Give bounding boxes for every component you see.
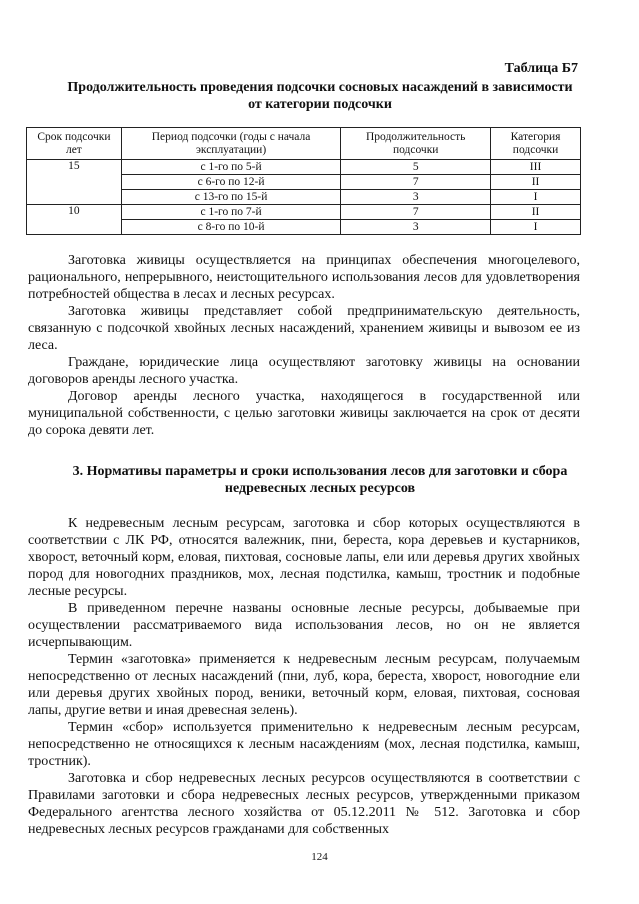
paragraph: Договор аренды лесного участка, находящегося в государственной или муниципальной собственности, с целью заготовки живицы заключается на срок от десяти до сорока девяти лет. [28, 389, 580, 438]
category-cell: I [491, 220, 581, 235]
paragraph: В приведенном перечне названы основные лесные ресурсы, добываемые при осуществлении рассматриваемого вида использования лесов, но он не является исчерпывающим. [28, 601, 580, 650]
header-term: Срок подсочки лет [27, 128, 122, 160]
table-row [27, 205, 581, 220]
period-cell: с 1-го по 5-й [121, 160, 340, 175]
table-header-row [27, 128, 581, 160]
page-number: 124 [311, 851, 328, 863]
period-cell: с 6-го по 12-й [121, 175, 340, 190]
category-cell: II [491, 205, 581, 220]
paragraph: Граждане, юридические лица осуществляют заготовку живицы на основании договоров аренды лесного участка. [28, 355, 580, 387]
paragraph: К недревесным лесным ресурсам, заготовка и сбор которых осуществляются в соответствии с ЛК РФ, относятся валежник, пни, береста, кора деревьев и кустарников, хворост, веточный корм, еловая, пихтовая, сосновые лапы, ели или деревья других хвойных пород для новогодних праздников, мох, лесная подстилка, камыш, тростник и подобные лесные ресурсы. [28, 516, 580, 599]
paragraph: Заготовка живицы представляет собой предпринимательскую деятельность, связанную с подсочкой хвойных лесных насаждений, хранением живицы и вывозом ее из леса. [28, 304, 580, 353]
duration-cell: 3 [341, 190, 491, 205]
table-row [27, 160, 581, 175]
header-period: Период подсочки (годы с начала эксплуатации) [121, 128, 340, 160]
period-cell: с 13-го по 15-й [121, 190, 340, 205]
paragraph: Термин «заготовка» применяется к недревесным лесным ресурсам, получаемым непосредственно от лесных насаждений (пни, луб, кора, береста, хворост, новогодние ели или деревья других хвойных пород, веники, веточный корм, еловая, пихтовая, сосновая лапы, другие ветви и иная древесная зелень). [28, 652, 580, 718]
category-cell: II [491, 175, 581, 190]
table-label: Таблица Б7 [504, 61, 578, 76]
paragraph: Термин «сбор» используется применительно к недревесным лесным ресурсам, непосредственно не относящихся к лесным насаждениям (мох, лесная подстилка, камыш, тростник). [28, 720, 580, 769]
body-text-section-1 [28, 252, 580, 439]
header-category: Категория подсочки [491, 128, 581, 160]
category-cell: I [491, 190, 581, 205]
section-heading: 3. Нормативы параметры и сроки использования лесов для заготовки и сбора недревесных лесных ресурсов [72, 464, 568, 496]
header-duration: Продолжительность подсочки [341, 128, 491, 160]
duration-cell: 3 [341, 220, 491, 235]
term-cell: 10 [27, 205, 122, 235]
duration-cell: 5 [341, 160, 491, 175]
paragraph: Заготовка и сбор недревесных лесных ресурсов осуществляются в соответствии с Правилами заготовки и сбора недревесных лесных ресурсов, утвержденными приказом Федерального агентства лесного хозяйства от 05.12.2011 № 512. Заготовка и сбор недревесных лесных ресурсов гражданами для собственных [28, 771, 580, 837]
duration-cell: 7 [341, 205, 491, 220]
paragraph: Заготовка живицы осуществляется на принципах обеспечения многоцелевого, рационального, непрерывного, неистощительного использования лесов для удовлетворения потребностей общества в лесах и лесных ресурсах. [28, 253, 580, 302]
period-cell: с 8-го по 10-й [121, 220, 340, 235]
subtapping-duration-table [26, 127, 581, 235]
body-text-section-2 [28, 515, 580, 838]
period-cell: с 1-го по 7-й [121, 205, 340, 220]
table-title: Продолжительность проведения подсочки сосновых насаждений в зависимости от категории подсочки [67, 80, 573, 112]
duration-cell: 7 [341, 175, 491, 190]
term-cell: 15 [27, 160, 122, 205]
category-cell: III [491, 160, 581, 175]
